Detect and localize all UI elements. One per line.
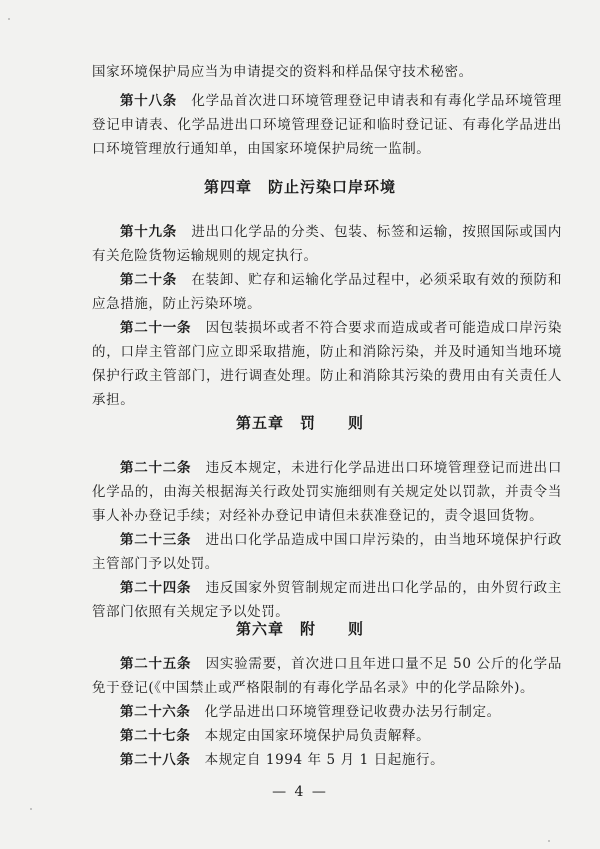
article-19-text: 进出口化学品的分类、包装、标签和运输，按照国际或国内有关危险货物运输规则的规定执行。	[92, 224, 562, 264]
article-23-text: 进出口化学品造成中国口岸污染的，由当地环境保护行政主管部门予以处罚。	[92, 532, 563, 572]
scan-speck	[30, 808, 32, 810]
article-19-title: 第十九条	[120, 224, 178, 240]
article-23-title: 第二十三条	[120, 532, 192, 548]
article-27-text: 本规定由国家环境保护局负责解释。	[204, 728, 431, 744]
article-22-text: 违反本规定，未进行化学品进出口环境管理登记而进出口化学品的，由海关根据海关行政处罚实施细则有关规定处以罚款，并责令当事人补办登记手续；对经补办登记申请但未获准登记的，责令退回货物。	[92, 460, 563, 524]
article-28-text: 本规定自 1994 年 5 月 1 日起施行。	[204, 752, 445, 768]
article-28	[92, 748, 562, 772]
chapter-5-heading: 第五章 罚 则	[235, 414, 364, 432]
chapter-6-heading: 第六章 附 则	[235, 620, 364, 638]
article-20-title: 第二十条	[120, 272, 178, 288]
scan-speck	[8, 18, 10, 20]
article-26	[92, 700, 562, 724]
article-20-text: 在装卸、贮存和运输化学品过程中，必须采取有效的预防和应急措施，防止污染环境。	[92, 272, 562, 312]
article-21	[92, 316, 562, 412]
article-21-title: 第二十一条	[120, 320, 192, 336]
chapter-4-heading: 第四章 防止污染口岸环境	[203, 178, 396, 196]
article-24-text: 违反国家外贸管制规定而进出口化学品的，由外贸行政主管部门依照有关规定予以处罚。	[92, 580, 563, 620]
article-24-title: 第二十四条	[120, 580, 192, 596]
article-25-text: 因实验需要，首次进口且年进口量不足 50 公斤的化学品免于登记(《中国禁止或严格限制的有毒化学品名录》中的化学品除外)。	[92, 656, 562, 696]
paragraph-continuation: 国家环境保护局应当为申请提交的资料和样品保守技术秘密。	[92, 64, 473, 80]
page-number: — 4 —	[272, 784, 328, 800]
article-21-text: 因包装损坏或者不符合要求而造成或者可能造成口岸污染的，口岸主管部门应立即采取措施，防止和消除污染，并及时通知当地环境保护行政主管部门，进行调查处理。防止和消除其污染的费用由有关责任人承担。	[92, 320, 563, 408]
article-18-title: 第十八条	[120, 93, 178, 109]
article-18-text: 化学品首次进口环境管理登记申请表和有毒化学品环境管理登记申请表、化学品进出口环境管理登记证和临时登记证、有毒化学品进出口环境管理放行通知单，由国家环境保护局统一监制。	[92, 93, 562, 157]
article-18	[92, 89, 562, 161]
article-26-title: 第二十六条	[120, 704, 191, 720]
article-26-text: 化学品进出口环境管理登记收费办法另行制定。	[204, 704, 501, 720]
article-25	[92, 652, 562, 700]
article-28-title: 第二十八条	[120, 752, 191, 768]
article-27	[92, 724, 562, 748]
article-23	[92, 528, 562, 576]
article-27-title: 第二十七条	[120, 728, 191, 744]
article-25-title: 第二十五条	[120, 656, 192, 672]
article-22	[92, 456, 562, 528]
article-19	[92, 220, 562, 268]
scan-speck	[548, 840, 550, 842]
article-22-title: 第二十二条	[120, 460, 192, 476]
article-20	[92, 268, 562, 316]
article-24	[92, 576, 562, 624]
